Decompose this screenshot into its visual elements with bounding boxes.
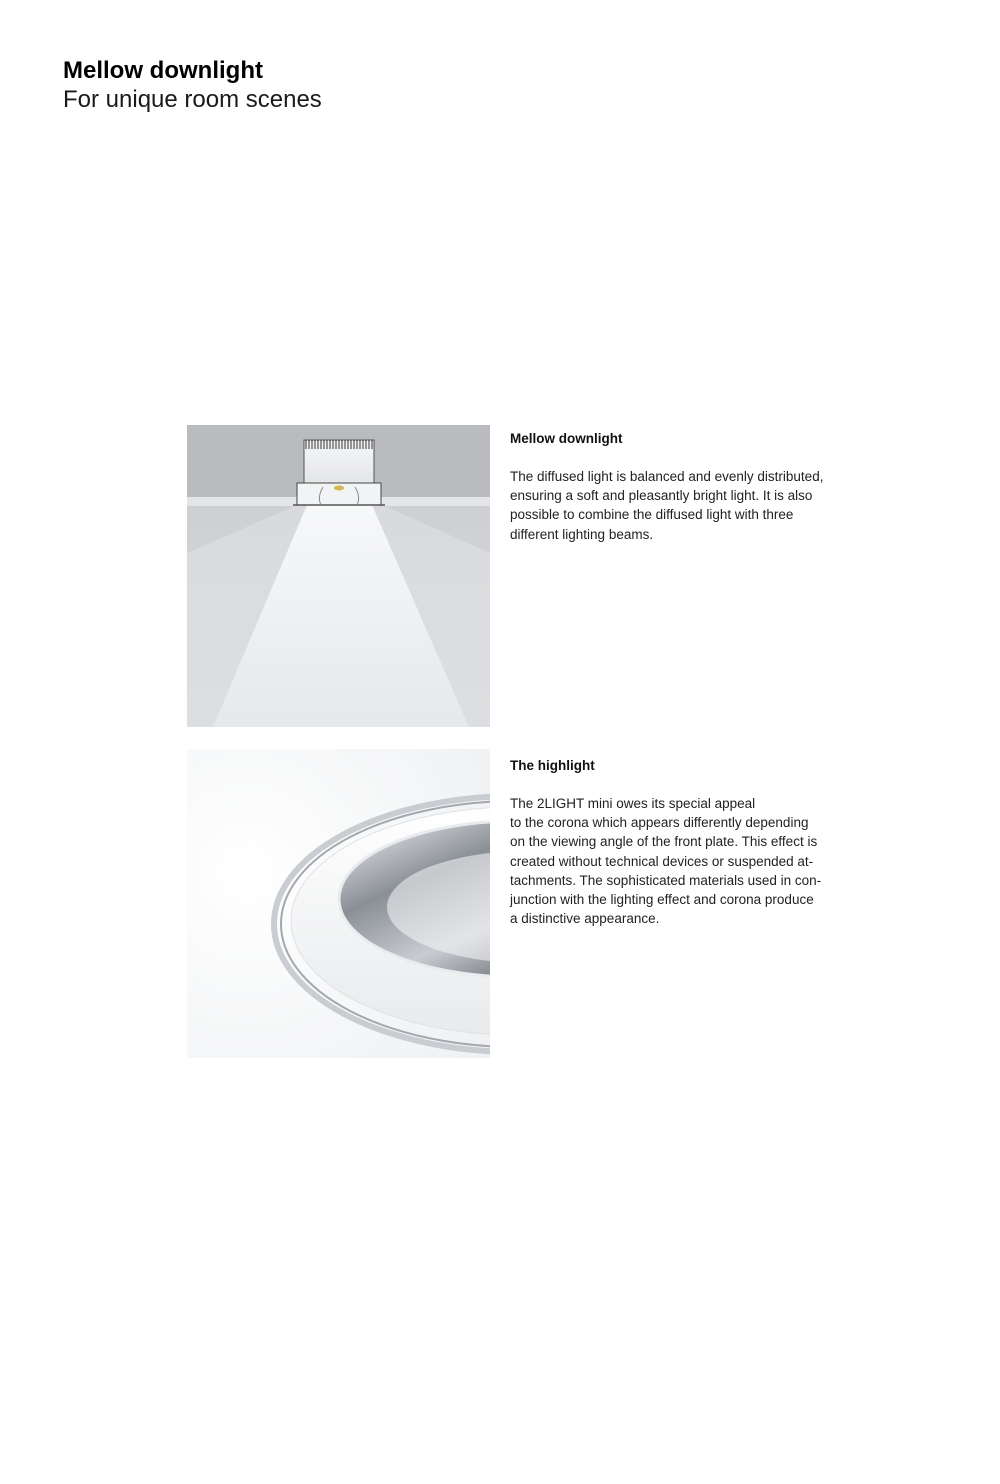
corona-photo (187, 749, 490, 1058)
page-header (63, 57, 663, 115)
section-body (510, 794, 870, 928)
body-line: ensuring a soft and pleasantly bright light. It is also (510, 488, 813, 504)
downlight-svg (187, 425, 490, 727)
section-heading: Mellow downlight (510, 431, 623, 446)
body-line: The diffused light is balanced and evenly distributed, (510, 469, 824, 484)
heat-sink (304, 440, 374, 484)
page-title: Mellow downlight (63, 57, 263, 84)
section-the-highlight (510, 757, 870, 928)
body-line: to the corona which appears differently depending (510, 815, 809, 831)
luminaire-housing (293, 483, 385, 505)
section-mellow-downlight (510, 430, 870, 544)
body-line: tachments. The sophisticated materials used in con- (510, 872, 822, 888)
section-body (510, 467, 870, 544)
body-line: on the viewing angle of the front plate. This effect is (510, 834, 818, 850)
body-line: junction with the lighting effect and corona produce (510, 892, 814, 908)
section-heading: The highlight (510, 758, 595, 773)
body-line: possible to combine the diffused light with three (510, 507, 794, 523)
body-line: different lighting beams. (510, 526, 654, 542)
page-subtitle: For unique room scenes (63, 86, 322, 113)
body-line: created without technical devices or suspended at- (510, 853, 814, 869)
corona-svg (187, 749, 490, 1058)
downlight-illustration (187, 425, 490, 727)
led-source (334, 486, 344, 491)
body-line: a distinctive appearance. (510, 911, 660, 927)
body-line: The 2LIGHT mini owes its special appeal (510, 796, 756, 811)
